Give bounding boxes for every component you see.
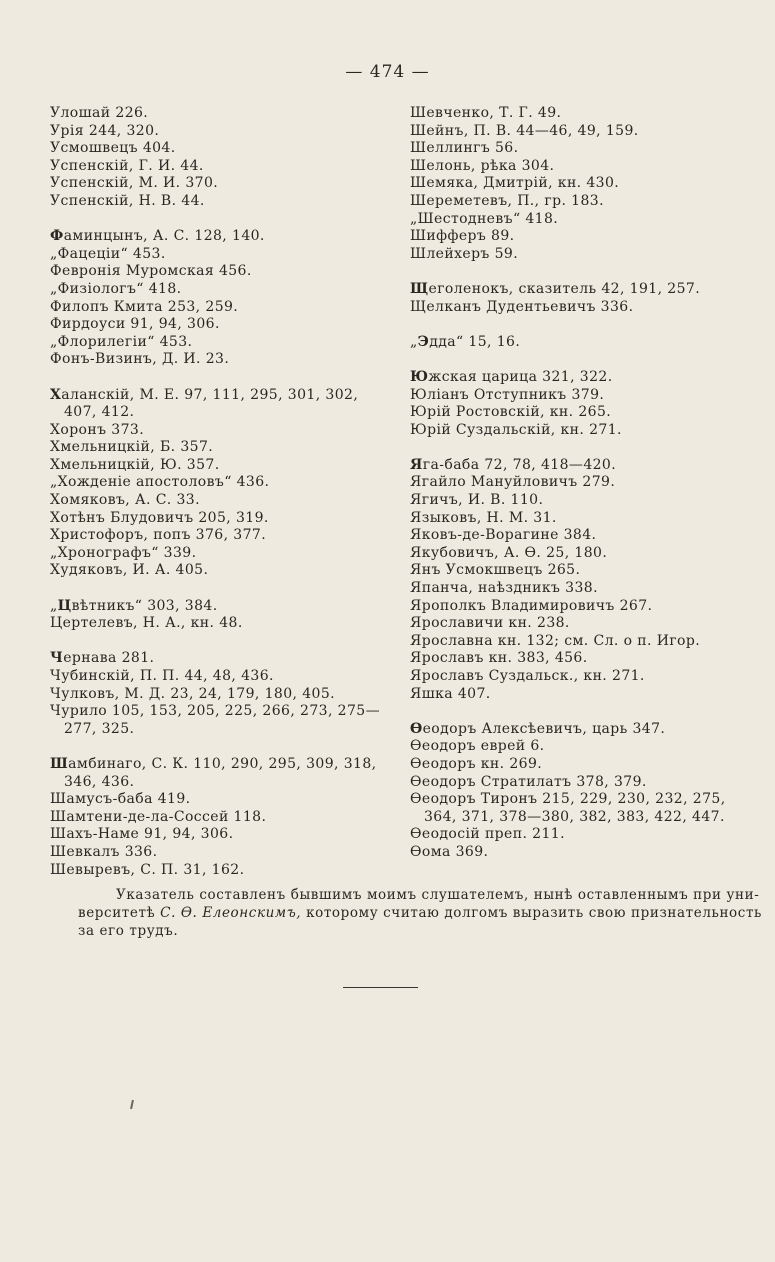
index-entry: Хоронъ 373. xyxy=(50,421,145,438)
index-entry: Ягичъ, И. В. 110. xyxy=(410,492,544,509)
index-entry: Христофоръ, попъ 376, 377. xyxy=(50,527,267,544)
index-entry: Хмельницкій, Ю. 357. xyxy=(50,456,220,473)
index-entry: Чубинскій, П. П. 44, 48, 436. xyxy=(50,668,274,684)
index-entry: Ѳома 369. xyxy=(410,843,489,860)
index-entry: Ѳеодоръ еврей 6. xyxy=(410,738,545,755)
index-group xyxy=(410,721,765,862)
index-entry: Щеголенокъ, сказитель 42, 191, 257. xyxy=(410,280,701,297)
index-initial-letter: Ш xyxy=(50,755,69,772)
index-entry: Яшка 407. xyxy=(410,685,491,702)
index-column-left xyxy=(50,105,392,897)
index-entry: Ярославъ Суздальск., кн. 271. xyxy=(410,668,645,684)
index-initial-letter: Ц xyxy=(57,597,72,614)
index-entry: Ярославичи кн. 238. xyxy=(410,615,570,632)
index-entry: Чурило 105, 153, 205, 225, 266, 273, 275— xyxy=(50,703,380,720)
index-group xyxy=(50,105,392,211)
index-initial-letter: Щ xyxy=(410,280,429,297)
index-entry: „Физіологъ“ 418. xyxy=(50,280,182,297)
index-entry: Хотѣнъ Блудовичъ 205, 319. xyxy=(50,509,269,526)
index-entry: Ярославна кн. 132; см. Сл. о п. Игор. xyxy=(410,632,701,649)
index-entry: Юрій Ростовскій, кн. 265. xyxy=(410,404,612,421)
index-group xyxy=(50,228,392,369)
index-entry: Цертелевъ, Н. А., кн. 48. xyxy=(50,615,243,632)
index-entry: Яга-баба 72, 78, 418—420. xyxy=(410,456,617,473)
index-entry: Щелканъ Дудентьевичъ 336. xyxy=(410,298,634,315)
footnote xyxy=(78,886,762,940)
index-entry: Халанскій, М. Е. 97, 111, 295, 301, 302, xyxy=(50,386,359,403)
index-entry: Чернава 281. xyxy=(50,650,155,667)
index-entry-continuation: 364, 371, 378—380, 382, 383, 422, 447. xyxy=(424,808,725,825)
index-entry: „Эдда“ 15, 16. xyxy=(410,333,521,350)
index-entry: „Фацеціи“ 453. xyxy=(50,245,166,262)
index-entry: Ѳеодоръ кн. 269. xyxy=(410,755,543,772)
index-entry: Юрій Суздальскій, кн. 271. xyxy=(410,421,622,438)
index-entry: Шамбинаго, С. К. 110, 290, 295, 309, 318, xyxy=(50,755,377,772)
index-entry-continuation: 277, 325. xyxy=(64,720,135,737)
index-entry: „Шестодневъ“ 418. xyxy=(410,210,559,227)
index-entry: Яковъ-де-Ворагине 384. xyxy=(410,527,597,544)
index-entry: Филопъ Кмита 253, 259. xyxy=(50,298,239,315)
index-entry: Худяковъ, И. А. 405. xyxy=(50,562,209,579)
index-entry: Фаминцынъ, А. С. 128, 140. xyxy=(50,228,265,245)
index-entry: Шемяка, Дмитрій, кн. 430. xyxy=(410,175,620,192)
index-initial-letter: Ф xyxy=(50,228,64,245)
index-entry: Шахъ-Наме 91, 94, 306. xyxy=(50,826,234,843)
index-entry: Якубовичъ, А. Ѳ. 25, 180. xyxy=(410,544,608,561)
index-entry: Урія 244, 320. xyxy=(50,122,160,139)
index-group xyxy=(410,334,765,352)
index-entry: Шифферъ 89. xyxy=(410,228,515,245)
index-entry: Хомяковъ, А. С. 33. xyxy=(50,492,200,509)
index-entry: Шейнъ, П. В. 44—46, 49, 159. xyxy=(410,122,639,139)
paper-speck xyxy=(130,1100,134,1109)
index-column-right xyxy=(410,105,765,879)
index-entry: Ярополкъ Владимировичъ 267. xyxy=(410,597,653,614)
closing-rule xyxy=(343,987,418,988)
index-entry: Чулковъ, М. Д. 23, 24, 179, 180, 405. xyxy=(50,685,335,702)
index-initial-letter: Я xyxy=(410,456,423,473)
index-entry: Ѳеодоръ Алексѣевичъ, царь 347. xyxy=(410,720,666,737)
index-entry: „Хожденіе апостоловъ“ 436. xyxy=(50,474,270,491)
index-entry: Ярославъ кн. 383, 456. xyxy=(410,650,588,667)
index-group xyxy=(50,387,392,581)
index-entry: Япанча, наѣздникъ 338. xyxy=(410,580,598,597)
index-entry: Шереметевъ, П., гр. 183. xyxy=(410,192,604,209)
index-entry: „Флорилегіи“ 453. xyxy=(50,333,193,350)
index-entry: Успенскій, М. И. 370. xyxy=(50,175,219,192)
footnote-text: верситетѣ xyxy=(78,905,161,921)
index-entry: Шеллингъ 56. xyxy=(410,140,519,157)
index-group xyxy=(410,281,765,316)
index-entry: Шевченко, Т. Г. 49. xyxy=(410,105,562,121)
index-entry: Ѳеодосій преп. 211. xyxy=(410,826,565,843)
index-initial-letter: Ч xyxy=(50,650,64,667)
index-initial-letter: Э xyxy=(417,333,430,350)
index-entry: Юліанъ Отступникъ 379. xyxy=(410,386,605,403)
index-group xyxy=(50,650,392,738)
index-entry: Улошай 226. xyxy=(50,105,149,121)
index-entry: „Цвѣтникъ“ 303, 384. xyxy=(50,597,218,614)
index-entry: Ѳеодоръ Тиронъ 215, 229, 230, 232, 275, xyxy=(410,791,726,808)
index-initial-letter: Х xyxy=(50,386,62,403)
index-group xyxy=(410,457,765,703)
index-entry: Янъ Усмокшвецъ 265. xyxy=(410,562,581,579)
footnote-text: которому считаю долгомъ выразить свою признательность xyxy=(301,905,762,921)
index-initial-letter: Ю xyxy=(410,368,429,385)
index-entry: Шлейхеръ 59. xyxy=(410,245,519,262)
index-group xyxy=(410,105,765,263)
index-entry: Шелонь, рѣка 304. xyxy=(410,157,555,174)
footnote-line: Указатель составленъ бывшимъ моимъ слушателемъ, нынѣ оставленнымъ при уни- xyxy=(116,887,760,903)
index-entry: Усмошвецъ 404. xyxy=(50,140,176,157)
index-entry: Фирдоуси 91, 94, 306. xyxy=(50,316,220,333)
index-entry: Шевыревъ, С. П. 31, 162. xyxy=(50,861,245,878)
index-entry: Ѳеодоръ Стратилатъ 378, 379. xyxy=(410,773,647,790)
index-entry: Хмельницкій, Б. 357. xyxy=(50,439,214,456)
index-group xyxy=(50,756,392,879)
index-entry: Шевкалъ 336. xyxy=(50,843,158,860)
index-entry-continuation: 407, 412. xyxy=(64,404,135,421)
index-entry: Февронія Муромская 456. xyxy=(50,263,252,280)
index-entry: Языковъ, Н. М. 31. xyxy=(410,509,557,526)
index-entry: Ягайло Мануйловичъ 279. xyxy=(410,474,616,491)
footnote-line xyxy=(78,904,762,922)
index-entry: Южская царица 321, 322. xyxy=(410,368,613,385)
index-entry: Шамтени-де-ла-Соссей 118. xyxy=(50,808,267,825)
index-entry: „Хронографъ“ 339. xyxy=(50,544,197,561)
footnote-author-name: С. Ѳ. Елеонскимъ, xyxy=(160,905,302,921)
index-entry: Успенскій, Г. И. 44. xyxy=(50,157,204,174)
index-entry: Шамусъ-баба 419. xyxy=(50,791,191,808)
index-entry: Успенскій, Н. В. 44. xyxy=(50,192,205,209)
index-group xyxy=(50,598,392,633)
index-entry: Фонъ-Визинъ, Д. И. 23. xyxy=(50,351,230,368)
index-group xyxy=(410,369,765,439)
page-number: — 474 — xyxy=(345,62,430,82)
index-entry-continuation: 346, 436. xyxy=(64,773,135,790)
index-initial-letter: Ѳ xyxy=(410,720,423,737)
footnote-line: за его трудъ. xyxy=(78,923,179,939)
